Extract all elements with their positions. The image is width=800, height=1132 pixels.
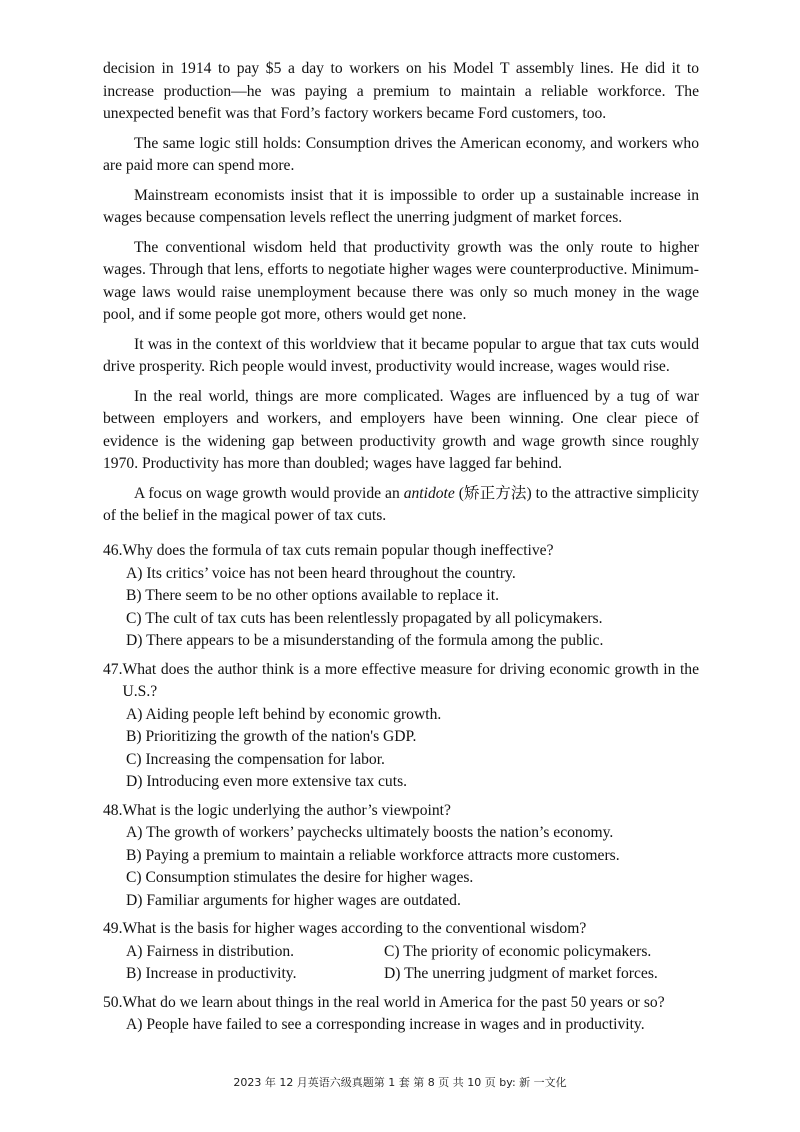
reading-passage <box>103 58 699 535</box>
question-46 <box>103 540 699 653</box>
answer-option-a[interactable]: A) Aiding people left behind by economic growth. <box>126 705 442 723</box>
answer-option-a[interactable]: A) The growth of workers’ paychecks ultimately boosts the nation’s economy. <box>126 824 614 841</box>
question-number: 47. <box>103 660 123 678</box>
passage-paragraph: decision in 1914 to pay $5 a day to workers on his Model T assembly lines. He did it to increase production—he was paying a premium to maintain a reliable workforce. The unexpected benefit was that Ford’s factory workers became Ford customers, too. <box>103 60 699 122</box>
answer-option-a[interactable]: A) People have failed to see a corresponding increase in wages and in productivity. <box>126 1016 645 1033</box>
answer-options <box>103 704 699 794</box>
answer-option-d[interactable]: D) The unerring judgment of market forces. <box>384 965 658 982</box>
paragraph-text: to the attractive simplicity of the belief in the magical power of tax cuts. <box>103 484 699 524</box>
answer-option-d[interactable]: D) Introducing even more extensive tax cuts. <box>126 773 408 790</box>
question-49 <box>103 918 699 986</box>
answer-option-b[interactable]: B) Paying a premium to maintain a reliable workforce attracts more customers. <box>126 846 620 864</box>
passage-paragraph: Mainstream economists insist that it is impossible to order up a sustainable increase in wages because compensation levels reflect the unerring judgment of market forces. <box>103 186 699 226</box>
question-stem <box>103 918 699 941</box>
question-text: What do we learn about things in the real world in America for the past 50 years or so? <box>122 993 665 1011</box>
answer-option-a[interactable]: A) Fairness in distribution. <box>126 942 295 960</box>
question-number: 49. <box>103 920 123 937</box>
question-48 <box>103 800 699 913</box>
question-text: What is the logic underlying the author’s viewpoint? <box>122 801 451 819</box>
answer-options <box>103 563 699 653</box>
paragraph-text: A focus on wage growth would provide an <box>134 484 404 502</box>
answer-option-c[interactable]: C) Consumption stimulates the desire for higher wages. <box>126 869 474 886</box>
answer-option-c[interactable]: C) The priority of economic policymakers. <box>384 942 652 960</box>
chinese-gloss: (矫正方法) <box>454 484 536 502</box>
answer-option-b[interactable]: B) There seem to be no other options available to replace it. <box>126 587 499 604</box>
answer-option-d[interactable]: D) There appears to be a misunderstanding of the formula among the public. <box>126 632 604 649</box>
question-stem <box>103 992 699 1015</box>
passage-paragraph: In the real world, things are more complicated. Wages are influenced by a tug of war between employers and workers, and employers have been winning. One clear piece of evidence is the widening gap between productivity growth and wage growth since roughly 1970. Productivity has more than doubled; wages have lagged far behind. <box>103 387 699 472</box>
passage-paragraph: The same logic still holds: Consumption drives the American economy, and workers who are paid more can spend more. <box>103 134 699 174</box>
answer-options <box>103 822 699 912</box>
answer-option-c[interactable]: C) Increasing the compensation for labor. <box>126 750 385 768</box>
passage-paragraph: The conventional wisdom held that productivity growth was the only route to higher wages. Through that lens, efforts to negotiate higher wages were counterproductive. Minimum-wage laws would raise unemployment because there was only so much money in the wage pool, and if some people got more, others would get none. <box>103 238 699 323</box>
answer-options <box>103 1014 699 1037</box>
question-number: 50. <box>103 993 123 1011</box>
passage-paragraph <box>103 483 699 528</box>
question-47 <box>103 659 699 794</box>
answer-option-c[interactable]: C) The cult of tax cuts has been relentlessly propagated by all policymakers. <box>126 609 603 627</box>
question-text: Why does the formula of tax cuts remain popular though ineffective? <box>122 542 554 559</box>
question-stem <box>103 659 699 704</box>
question-number: 48. <box>103 801 123 819</box>
answer-option-b[interactable]: B) Prioritizing the growth of the nation's GDP. <box>126 728 417 745</box>
page-footer: 2023 年 12 月英语六级真题第 1 套 第 8 页 共 10 页 by: 新 一文化 <box>233 1076 567 1089</box>
question-50 <box>103 992 699 1037</box>
passage-paragraph: It was in the context of this worldview that it became popular to argue that tax cuts would drive prosperity. Rich people would invest, productivity would increase, wages would rise. <box>103 335 699 375</box>
question-number: 46. <box>103 542 123 559</box>
answer-option-a[interactable]: A) Its critics’ voice has not been heard throughout the country. <box>126 564 516 582</box>
question-list <box>103 540 699 1043</box>
question-stem <box>103 540 699 563</box>
answer-option-d[interactable]: D) Familiar arguments for higher wages are outdated. <box>126 891 461 909</box>
question-text: What is the basis for higher wages according to the conventional wisdom? <box>122 920 587 937</box>
italic-term: antidote <box>403 484 455 502</box>
question-stem <box>103 800 699 823</box>
question-text: What does the author think is a more effective measure for driving economic growth in the U.S.? <box>122 660 699 700</box>
answer-options <box>103 941 699 986</box>
answer-option-b[interactable]: B) Increase in productivity. <box>126 965 297 982</box>
